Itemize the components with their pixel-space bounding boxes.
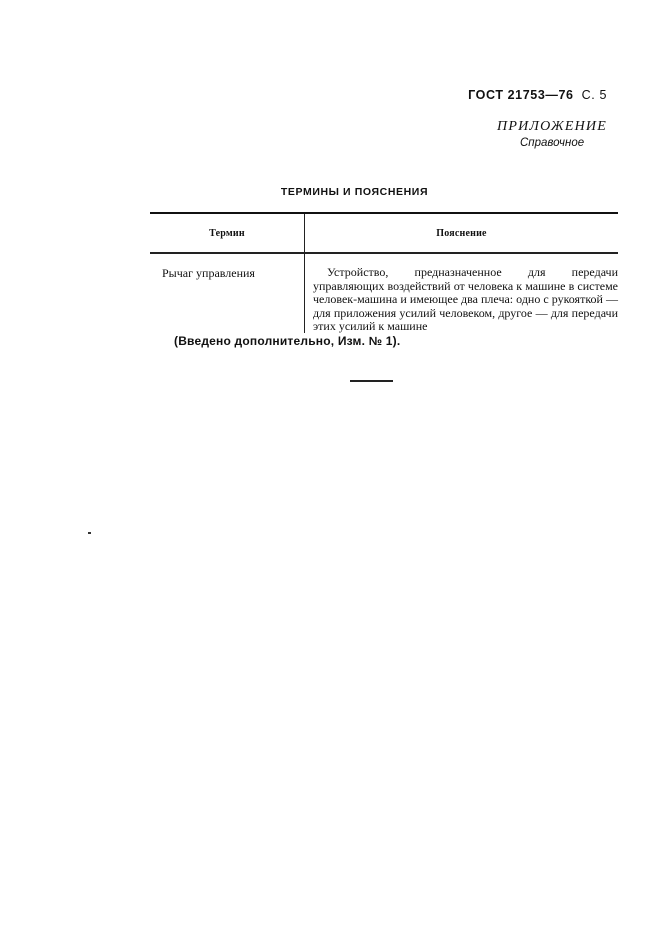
table-header-row — [150, 214, 618, 254]
column-header-term: Термин — [150, 214, 305, 252]
terms-table — [150, 212, 618, 333]
end-divider — [350, 380, 393, 382]
scan-artifact — [88, 532, 91, 534]
table-row — [150, 254, 618, 333]
amendment-note: (Введено дополнительно, Изм. № 1). — [174, 334, 401, 348]
term-cell: Рычаг управления — [150, 254, 305, 333]
appendix-title: ПРИЛОЖЕНИЕ — [497, 119, 607, 134]
standard-number: ГОСТ 21753—76 — [468, 88, 574, 102]
section-title: ТЕРМИНЫ И ПОЯСНЕНИЯ — [280, 186, 429, 198]
column-header-explanation: Пояснение — [436, 227, 487, 239]
explanation-cell: Устройство, предназначенное для передачи управляющих воздействий от человека к машине в системе человек-машина и имеющее два плеча: одно с рукояткой — для приложения усилий человеком, другое — для передачи этих усилий к машине — [313, 265, 618, 334]
appendix-subtitle: Справочное — [520, 137, 585, 149]
document-header — [468, 88, 607, 102]
page-number: С. 5 — [581, 88, 607, 102]
